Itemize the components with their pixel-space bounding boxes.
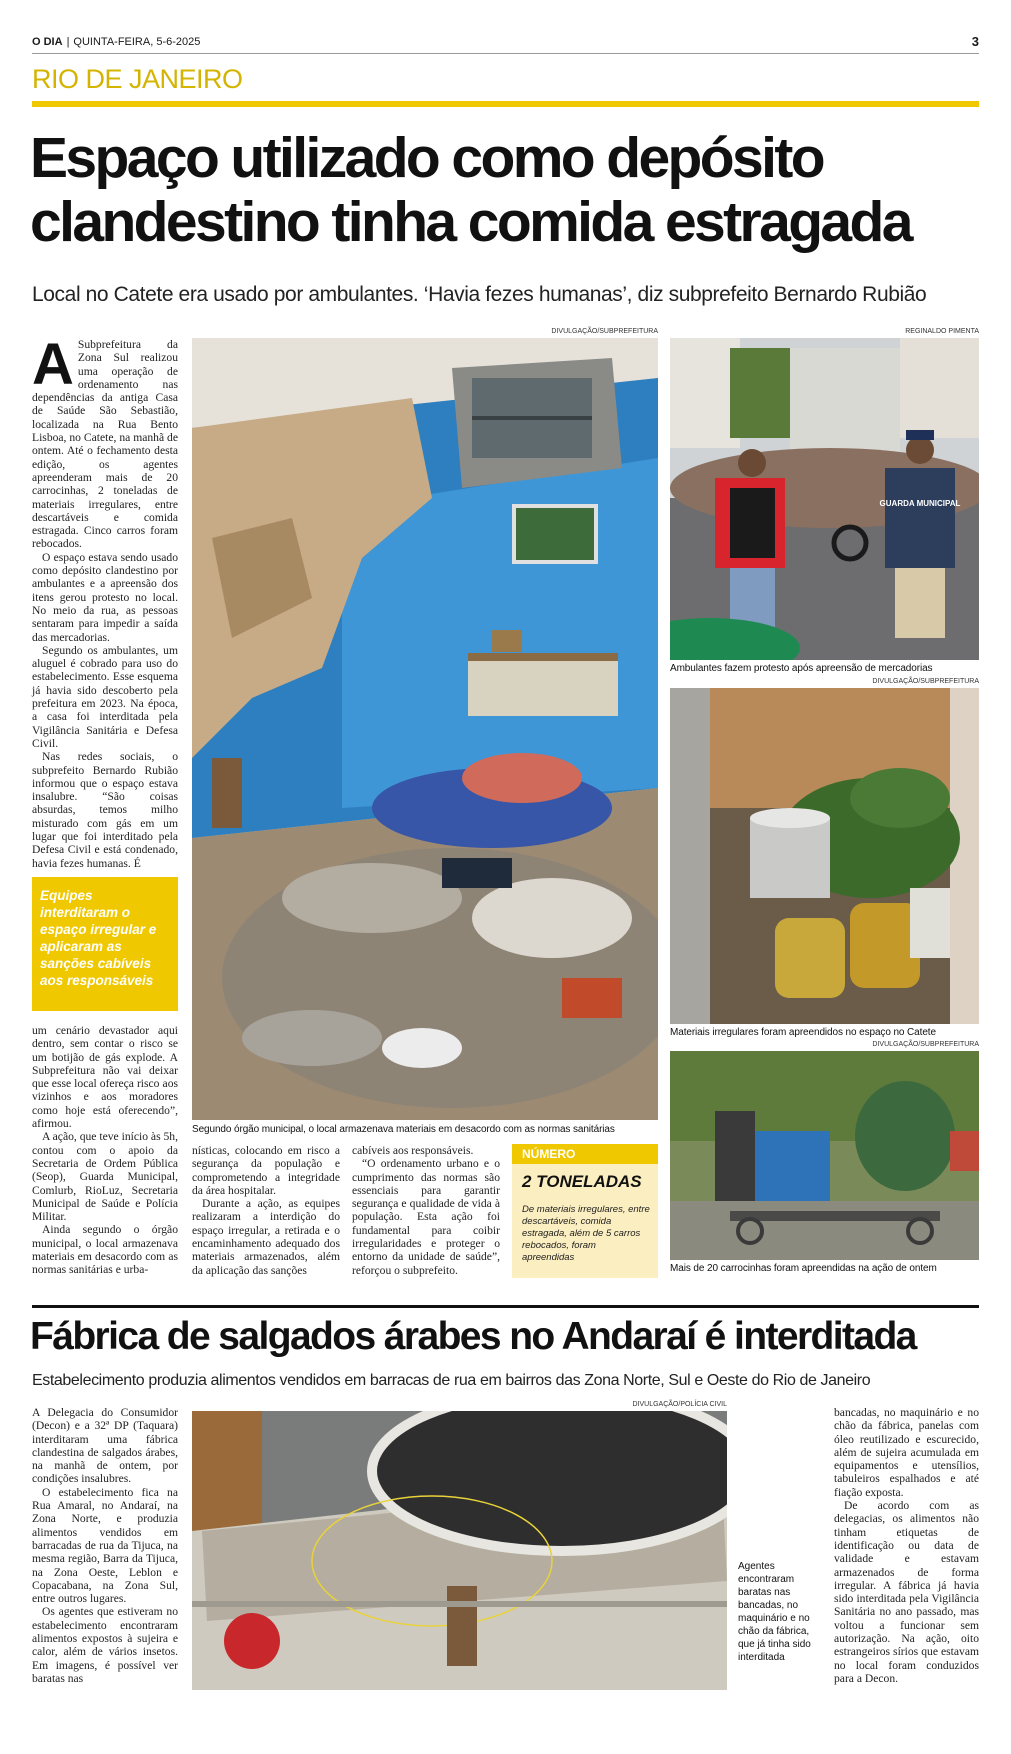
story1-col1-p1: A Subprefeitura da Zona Sul realizou uma operação de ordenamento nas dependências da antiga Casa de Saúde São Sebastião, localizada na Rua Bento Lisboa, no Catete, na manhã de ontem. Até o fechamento desta edição, os agentes apreenderam mais de 20 carrocinhas, 2 toneladas de materiais irregulares, entre descartáveis e comida estragada. Cinco carros foram rebocados. — [32, 332, 178, 551]
protest-illustration — [670, 338, 979, 660]
story2-rule — [32, 1305, 979, 1308]
main-photo-credit: DIVULGAÇÃO/SUBPREFEITURA — [551, 328, 658, 335]
story2-deck: Estabelecimento produzia alimentos vendidos em barracas de rua em bairros das Zona Norte, Sul e Oeste do Rio de Janeiro — [32, 1372, 871, 1389]
section-rule — [32, 101, 979, 107]
number-box-label: NÚMERO — [512, 1144, 658, 1164]
number-box-text: De materiais irregulares, entre descartáveis, comida estragada, além de 5 carros rebocados, foram apreendidas — [522, 1204, 650, 1263]
story1-col2-p2: Durante a ação, as equipes realizaram a interdição do espaço irregular, a retirada e o encaminhamento adequado dos materiais armazenados, além da aplicação das sanções — [192, 1197, 340, 1277]
story1-headline: Espaço utilizado como depósito clandestino tinha comida estragada — [30, 126, 911, 254]
story1-col2-p1: nísticas, colocando em risco a segurança da população e comprometendo a integridade da área hospitalar. — [192, 1144, 340, 1197]
story2-col2-p1: bancadas, no maquinário e no chão da fábrica, panelas com óleo reutilizado e escurecido, além de sujeira acumulada em equipamentos e utensílios, tabuleiros espalhados e até fiação exposta. — [834, 1406, 979, 1499]
header-rule — [32, 53, 979, 54]
story1-deck: Local no Catete era usado por ambulantes. ‘Havia fezes humanas’, diz subprefeito Bernardo Rubião — [32, 283, 927, 306]
story1-col1-p4: Nas redes sociais, o subprefeito Bernardo Rubião informou que o espaço estava insalubre. “São coisas absurdas, temos milho misturado com gás em um lugar que foi interditado pela Defesa Civil e está condenado, havia fezes humanas. É — [32, 750, 178, 870]
story1-col1-cont-p1: um cenário devastador aqui dentro, sem contar o risco se um botijão de gás explode. A Subprefeitura não vai deixar que esse local ofereça risco aos vizinhos e aos moradores como hoje está oferecendo”, afirmou. — [32, 1024, 178, 1131]
carts-photo — [670, 1051, 979, 1260]
section-title: RIO DE JANEIRO — [32, 64, 243, 94]
story1-col1 — [32, 332, 178, 870]
factory-illustration — [192, 1411, 727, 1690]
pull-quote: Equipes interditaram o espaço irregular e aplicaram as sanções cabíveis aos responsáveis — [32, 877, 178, 1011]
main-photo-room — [192, 338, 658, 1120]
story1-col1-cont-p2: A ação, que teve início às 5h, contou com o apoio da Secretaria de Ordem Pública (Seop), Guarda Municipal, Comlurb, RioLuz, Secretaria Municipal de Saúde e Polícia Militar. — [32, 1130, 178, 1224]
brand-name: O DIA — [32, 36, 63, 48]
protest-photo-credit: REGINALDO PIMENTA — [905, 328, 979, 335]
story1-col3-p1: cabíveis aos responsáveis. — [352, 1144, 474, 1157]
materials-photo — [670, 688, 979, 1024]
masthead-line — [32, 36, 200, 48]
factory-photo — [192, 1411, 727, 1690]
story2-col2 — [834, 1406, 979, 1685]
separator: | — [66, 36, 70, 48]
story1-col1-cont — [32, 1024, 178, 1277]
main-photo-caption: Segundo órgão municipal, o local armazenava materiais em desacordo com as normas sanitárias — [192, 1124, 615, 1135]
page-number: 3 — [971, 34, 979, 49]
story1-col2 — [192, 1144, 340, 1277]
guard-vest-text: GUARDA MUNICIPAL — [879, 499, 961, 508]
story1-col3-p2: “O ordenamento urbano e o cumprimento das normas são essenciais para garantir segurança e qualidade de vida à população. Esta ação foi fundamental para coibir irregularidades e proteger o entorno da unidade de saúde”, reforçou o subprefeito. — [352, 1157, 500, 1277]
carts-photo-caption: Mais de 20 carrocinhas foram apreendidas na ação de ontem — [670, 1263, 937, 1274]
number-box — [512, 1144, 658, 1278]
story2-col1-p3: Os agentes que estiveram no estabelecimento encontraram alimentos expostos à sujeira e calor, além de vários insetos. Em imagens, é possível ver baratas nas — [32, 1605, 178, 1685]
story2-col1-p1: A Delegacia do Consumidor (Decon) e a 32ª DP (Taquara) interditaram uma fábrica clandestina de salgados árabes, na manhã de ontem, por condições insalubres. — [32, 1406, 178, 1486]
story2-col1 — [32, 1406, 178, 1685]
protest-photo-caption: Ambulantes fazem protesto após apreensão de mercadorias — [670, 663, 933, 674]
carts-illustration — [670, 1051, 979, 1260]
story1-col1-p2: O espaço estava sendo usado como depósito clandestino por ambulantes e a apreensão dos itens gerou protesto no local. No meio da rua, as pessoas sentaram para impedir a saída das mercadorias. — [32, 550, 178, 644]
story1-col3 — [352, 1144, 500, 1277]
factory-side-caption: Agentes encontraram baratas nas bancadas, no maquinário e no chão da fábrica, que já tinha sido interditada — [738, 1561, 811, 1663]
materials-photo-credit: DIVULGAÇÃO/SUBPREFEITURA — [872, 678, 979, 685]
story2-headline: Fábrica de salgados árabes no Andaraí é interditada — [30, 1315, 916, 1358]
edition-date: QUINTA-FEIRA, 5-6-2025 — [73, 36, 201, 48]
number-box-value: 2 TONELADAS — [522, 1172, 642, 1191]
story1-col1-cont-p3: Ainda segundo o órgão municipal, o local armazenava materiais em desacordo com as normas sanitárias e urba- — [32, 1223, 178, 1277]
story1-col1-p3: Segundo os ambulantes, um aluguel é cobrado para uso do estabelecimento. Esse esquema já havia sido descoberto pela prefeitura em 2023. Na época, a casa foi interditada pela Vigilância Sanitária e Defesa Civil. — [32, 643, 178, 750]
materials-photo-caption: Materiais irregulares foram apreendidos no espaço no Catete — [670, 1027, 936, 1038]
dropcap: A — [32, 332, 74, 397]
protest-photo — [670, 338, 979, 660]
factory-photo-credit: DIVULGAÇÃO/POLÍCIA CIVIL — [632, 1401, 727, 1408]
story2-col2-p2: De acordo com as delegacias, os alimentos não tinham etiquetas de identificação ou data de validade e estavam armazenados de forma irregular. A fábrica já havia sido interditada pela Vigilância Sanitária no ano passado, mas voltou a funcionar sem autorização. Na ação, oito estrangeiros sírios que estavam no local foram conduzidos para a Decon. — [834, 1499, 979, 1685]
room-illustration — [192, 338, 658, 1120]
story2-col1-p2: O estabelecimento fica na Rua Amaral, no Andaraí, na Zona Norte, e produzia alimentos vendidos em barracadas de rua da Tijuca, na mesma região, Barra da Tijuca, na Zona Oeste, Leblon e Copacabana, na Zona Sul, entre outros lugares. — [32, 1485, 178, 1606]
materials-illustration — [670, 688, 979, 1024]
carts-photo-credit: DIVULGAÇÃO/SUBPREFEITURA — [872, 1041, 979, 1048]
